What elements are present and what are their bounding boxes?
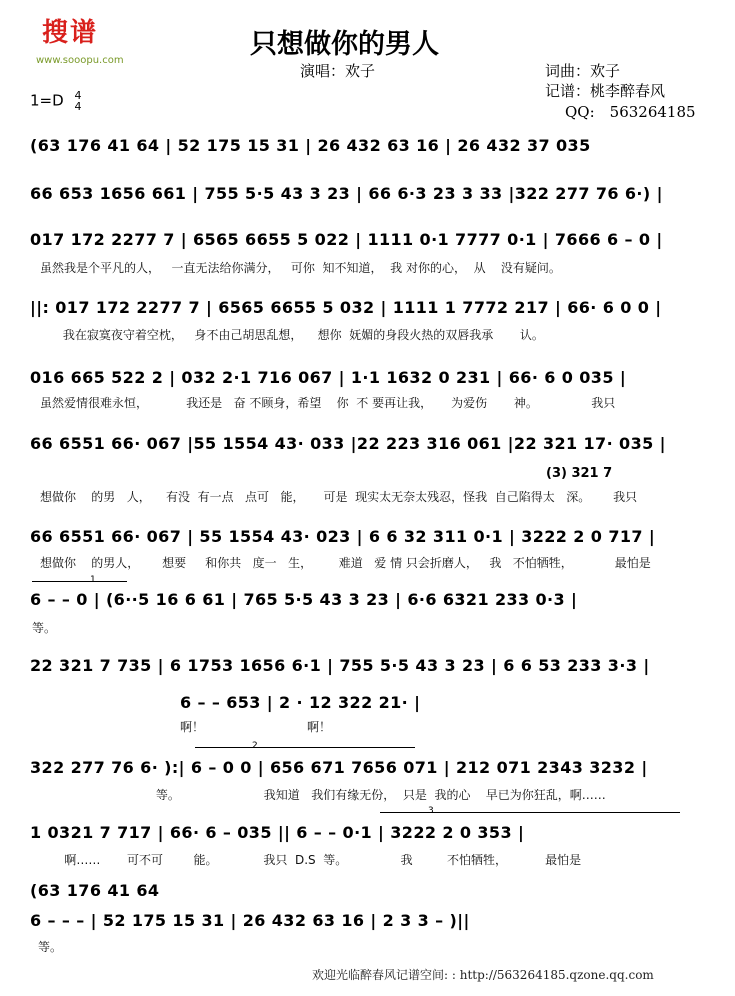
volta-1-label: 1	[90, 575, 96, 585]
score-line-6: 66 6551 66· 067 |55 1554 43· 033 |22 223 316 061 |22 321 17· 035 |	[30, 434, 666, 453]
key-signature: 1=D 4 4	[30, 89, 82, 113]
lyric-line-2: 我在寂寞夜守着空枕， 身不由己胡思乱想， 想你 妩媚的身段火热的双唇我承 认。	[40, 328, 544, 342]
score-line-4: ||: 017 172 2277 7 | 6565 6655 5 032 | 1111 1 7772 217 | 66· 6 0 0 |	[30, 298, 662, 317]
lyric-line-1: 虽然我是个平凡的人， 一直无法给你满分， 可你 知不知道， 我 对你的心， 从 没有疑问。	[40, 261, 561, 275]
score-line-7: 66 6551 66· 067 | 55 1554 43· 023 | 6 6 32 311 0·1 | 3222 2 0 717 |	[30, 527, 656, 546]
score-line-10: 6 – – 653 | 2 · 12 322 21· |	[180, 693, 421, 712]
score-line-11: 322 277 76 6· ):| 6 – 0 0 | 656 671 7656 071 | 212 071 2343 3232 |	[30, 758, 648, 777]
score-line-12: 1 0321 7 717 | 66· 6 – 035 || 6 – – 0·1 | 3222 2 0 353 |	[30, 823, 525, 842]
logo-url: www.sooopu.com	[36, 55, 124, 66]
lyric-line-9: 啊…… 可不可 能。 我只 D.S 等。 我 不怕牺牲， 最怕是	[30, 853, 582, 867]
time-signature: 4 4	[74, 89, 82, 113]
score-line-13: (63 176 41 64	[30, 881, 160, 900]
lyric-line-7: 啊！ 啊！	[180, 720, 331, 734]
footer-link[interactable]: 欢迎光临醉春风记谱空间: : http://563264185.qzone.qq.com	[312, 968, 654, 982]
lyric-line-6: 等。	[32, 621, 57, 635]
lyric-line-8: 等。 我知道 我们有缘无份， 只是 我的心 早已为你狂乱，啊……	[30, 788, 606, 802]
transcriber: 记谱：桃李醉春风	[545, 82, 666, 100]
alt-ending: (3) 321 7	[546, 466, 613, 481]
score-line-5: 016 665 522 2 | 032 2·1 716 067 | 1·1 1632 0 231 | 66· 6 0 035 |	[30, 368, 627, 387]
logo: 搜谱	[42, 18, 99, 48]
song-title: 只想做你的男人	[250, 29, 439, 60]
volta-1-bracket	[32, 581, 127, 582]
lyric-line-3: 虽然爱情很难永恒， 我还是 奋 不顾身，希望 你 不 要再让我， 为爱伤 神。 我只	[40, 396, 616, 410]
volta-3-bracket	[380, 812, 680, 813]
score-line-14: 6 – – – | 52 175 15 31 | 26 432 63 16 | 2 3 3 – )||	[30, 911, 470, 930]
singer: 演唱：欢子	[300, 62, 376, 80]
score-line-3: 017 172 2277 7 | 6565 6655 5 022 | 1111 0·1 7777 0·1 | 7666 6 – 0 |	[30, 230, 663, 249]
lyric-line-5: 想做你 的男人， 想要 和你共 度一 生， 难道 爱 情 只会折磨人， 我 不怕牺牲， 最怕是	[40, 556, 651, 570]
lyric-line-4: 想做你 的男 人， 有没 有一点 点可 能， 可是 现实太无奈太残忍，怪我 自己陷得太 深。 我只	[40, 490, 638, 504]
volta-2-bracket	[195, 747, 415, 748]
score-line-8: 6 – – 0 | (6··5 16 6 61 | 765 5·5 43 3 23 | 6·6 6321 233 0·3 |	[30, 590, 578, 609]
volta-3-label: 3	[428, 806, 434, 816]
score-line-1: (63 176 41 64 | 52 175 15 31 | 26 432 63 16 | 26 432 37 035	[30, 136, 591, 155]
score-line-9: 22 321 7 735 | 6 1753 1656 6·1 | 755 5·5 43 3 23 | 6 6 53 233 3·3 |	[30, 656, 650, 675]
score-line-2: 66 653 1656 661 | 755 5·5 43 3 23 | 66 6·3 23 3 33 |322 277 76 6·) |	[30, 184, 663, 203]
lyricist: 词曲：欢子	[545, 62, 621, 80]
lyric-line-10: 等。	[38, 940, 63, 954]
qq-number: QQ: 563264185	[565, 103, 696, 121]
volta-2-label: 2	[252, 741, 258, 751]
